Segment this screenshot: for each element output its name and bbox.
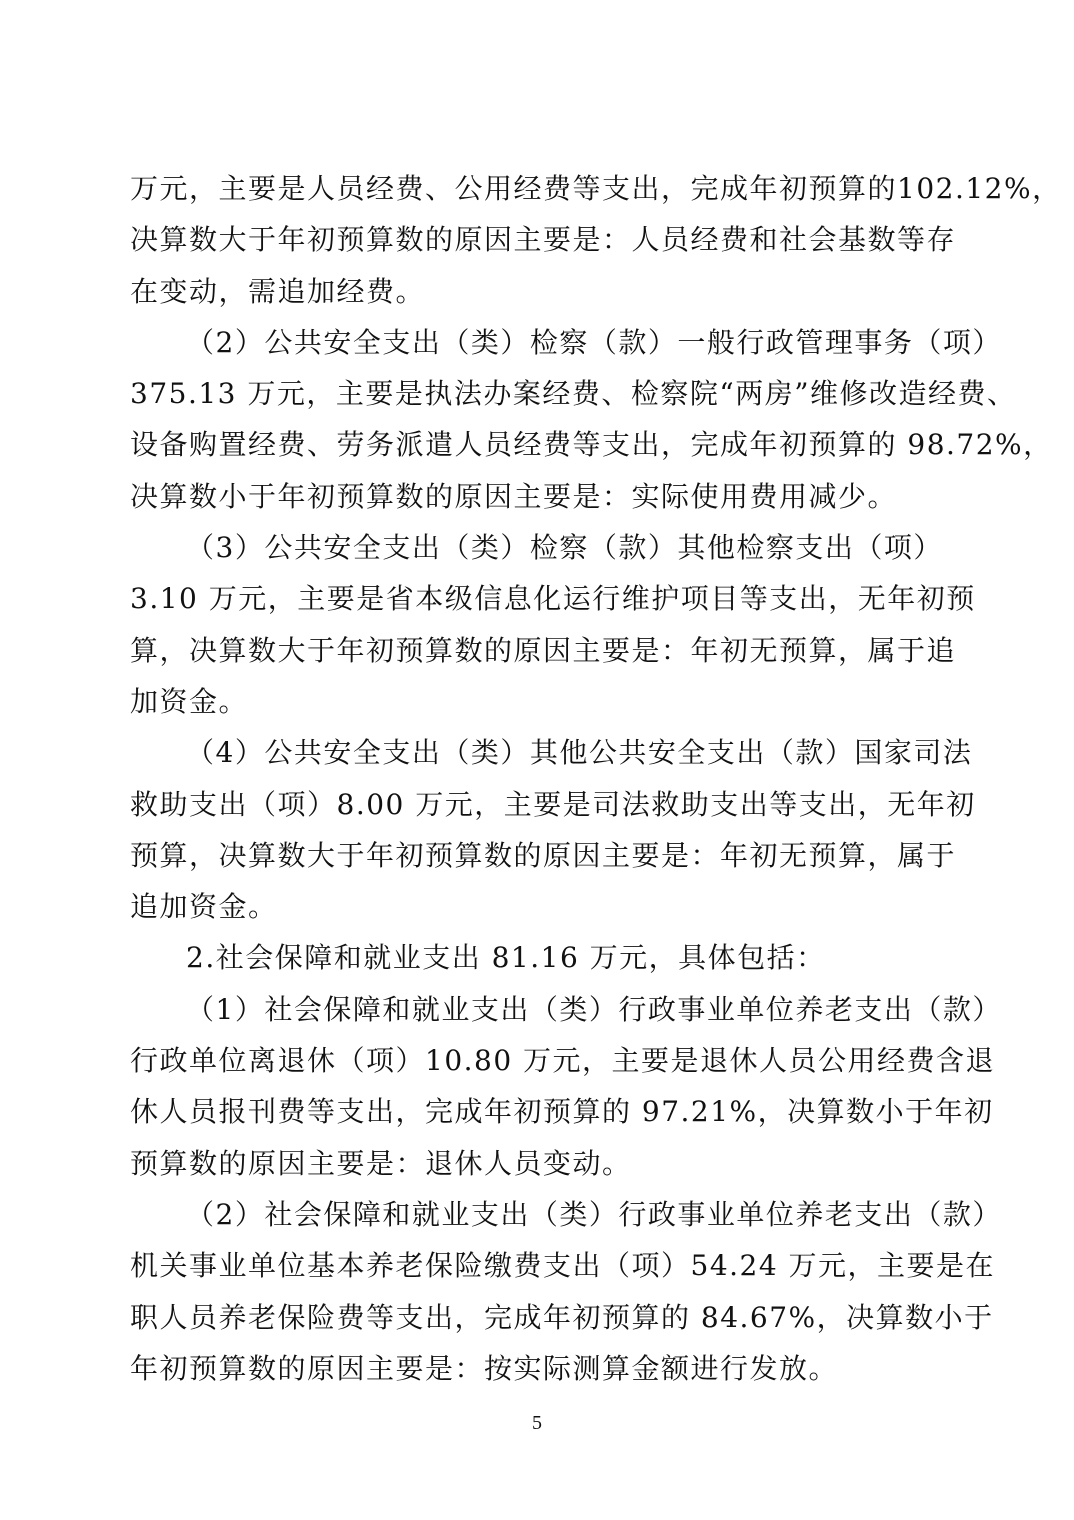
text-line: 行政单位离退休（项）10.80 万元，主要是退休人员公用经费含退 xyxy=(130,1044,996,1078)
text-line: 预算数的原因主要是：退休人员变动。 xyxy=(130,1146,632,1180)
text-line: （2）社会保障和就业支出（类）行政事业单位养老支出（款） xyxy=(186,1197,1002,1231)
text-line: 预算，决算数大于年初预算数的原因主要是：年初无预算，属于 xyxy=(130,838,957,872)
text-line: （3）公共安全支出（类）检察（款）其他检察支出（项） xyxy=(186,531,943,565)
body-text xyxy=(130,163,1062,1394)
text-line: 休人员报刊费等支出，完成年初预算的 97.21%，决算数小于年初 xyxy=(130,1095,994,1129)
text-line: 年初预算数的原因主要是：按实际测算金额进行发放。 xyxy=(130,1351,839,1385)
text-line: 决算数小于年初预算数的原因主要是：实际使用费用减少。 xyxy=(130,479,898,513)
text-line: 2.社会保障和就业支出 81.16 万元，具体包括： xyxy=(186,941,826,975)
text-line: （1）社会保障和就业支出（类）行政事业单位养老支出（款） xyxy=(186,992,1002,1026)
text-line: 救助支出（项）8.00 万元，主要是司法救助支出等支出，无年初 xyxy=(130,787,976,821)
text-line: 万元，主要是人员经费、公用经费等支出，完成年初预算的102.12%， xyxy=(130,172,1062,205)
text-line: 决算数大于年初预算数的原因主要是：人员经费和社会基数等存 xyxy=(130,223,957,257)
text-line: 设备购置经费、劳务派遣人员经费等支出，完成年初预算的 98.72%， xyxy=(130,428,1053,462)
page-number: 5 xyxy=(532,1412,542,1434)
text-line: 在变动，需追加经费。 xyxy=(130,274,426,308)
text-line: 机关事业单位基本养老保险缴费支出（项）54.24 万元，主要是在 xyxy=(130,1249,996,1283)
text-line: 追加资金。 xyxy=(130,890,278,924)
text-line: （4）公共安全支出（类）其他公共安全支出（款）国家司法 xyxy=(186,736,973,770)
text-line: （2）公共安全支出（类）检察（款）一般行政管理事务（项） xyxy=(186,325,1002,359)
text-line: 算，决算数大于年初预算数的原因主要是：年初无预算，属于追 xyxy=(130,633,957,667)
text-line: 加资金。 xyxy=(130,684,249,718)
text-line: 3.10 万元，主要是省本级信息化运行维护项目等支出，无年初预 xyxy=(130,582,976,616)
text-line: 375.13 万元，主要是执法办案经费、检察院“两房”维修改造经费、 xyxy=(130,377,1017,411)
text-line: 职人员养老保险费等支出，完成年初预算的 84.67%，决算数小于 xyxy=(130,1300,994,1334)
